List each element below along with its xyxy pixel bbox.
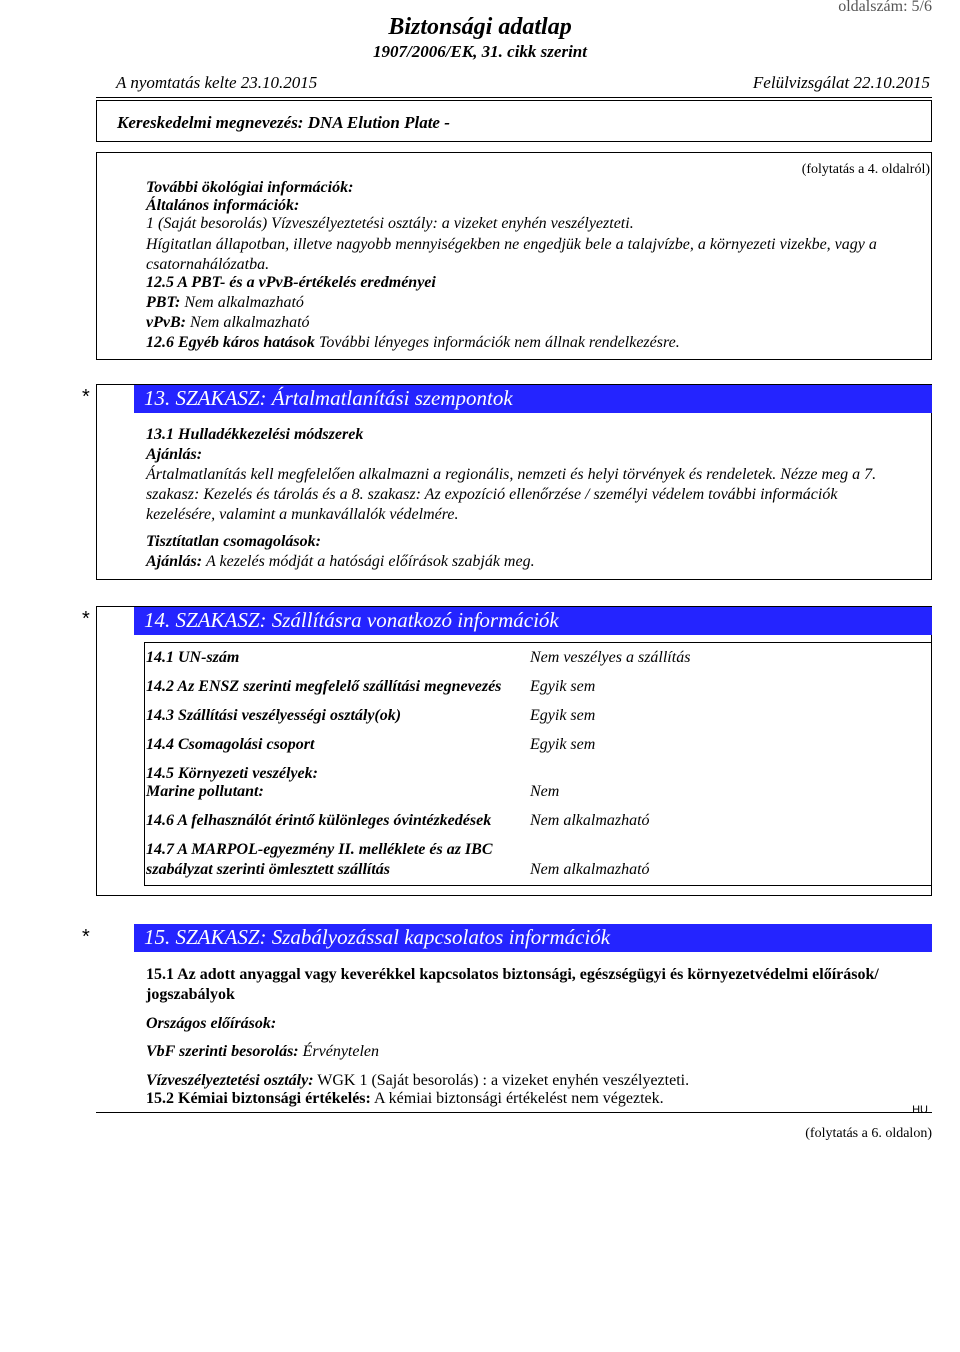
marine-pollutant-value: Nem — [530, 783, 560, 800]
undiluted-text-2: csatornahálózatba. — [146, 256, 270, 273]
pbt-label: PBT: — [146, 294, 181, 311]
vbf-label: VbF szerinti besorolás: — [146, 1043, 299, 1060]
trade-name: Kereskedelmi megnevezés: DNA Elution Plate - — [117, 113, 450, 132]
shipping-name-label: 14.2 Az ENSZ szerinti megfelelő szállítási megnevezés — [146, 678, 502, 695]
disposal-text-3: kezelésére, valamint a munkavállalók védelmére. — [146, 506, 459, 523]
water-hazard-value: WGK 1 (Saját besorolás) : a vizeket enyhén veszélyezteti. — [317, 1072, 690, 1089]
disposal-text-2: szakasz: Kezelés és tárolás és a 8. szakasz: Az expozíció ellenőrzése / személyi védelem további információk — [146, 486, 838, 503]
further-eco-heading: További ökológiai információk: — [146, 179, 354, 196]
user-precautions-value: Nem alkalmazható — [530, 812, 650, 829]
pbt-heading: 12.5 A PBT- és a vPvB-értékelés eredményei — [146, 274, 436, 291]
vpvb-row — [146, 313, 310, 333]
uncleaned-value: A kezelés módját a hatósági előírások szabják meg. — [206, 553, 535, 570]
header-divider — [96, 97, 932, 98]
marpol-value: Nem alkalmazható — [530, 861, 650, 878]
national-regs-heading: Országos előírások: — [146, 1015, 277, 1032]
undiluted-text-1: Hígitatlan állapotban, illetve nagyobb mennyiségekben ne engedjük bele a talajvízbe, a környezeti vizekbe, vagy a — [146, 236, 877, 253]
changed-marker-14: * — [82, 608, 90, 630]
marpol-label-2: szabályzat szerinti ömlesztett szállítás — [146, 861, 391, 878]
document-title: Biztonsági adatlap — [388, 14, 572, 40]
shipping-name-value: Egyik sem — [530, 678, 596, 695]
uncleaned-row — [146, 552, 535, 572]
env-hazards-label: 14.5 Környezeti veszélyek: — [146, 765, 318, 782]
section-13-header — [134, 385, 932, 413]
vbf-value: Érvénytelen — [302, 1043, 380, 1060]
wgk-text: 1 (Saját besorolás) Vízveszélyeztetési osztály: a vizeket enyhén veszélyezteti. — [146, 215, 634, 232]
section-15-header — [134, 924, 932, 952]
water-hazard-label: Vízveszélyeztetési osztály: — [146, 1072, 314, 1089]
trade-name-box — [96, 100, 932, 142]
vbf-row — [146, 1042, 379, 1062]
vpvb-value: Nem alkalmazható — [189, 314, 310, 331]
recommendation-heading: Ajánlás: — [146, 446, 203, 463]
other-effects-row — [146, 333, 680, 353]
pbt-row — [146, 293, 304, 313]
marine-pollutant-label: Marine pollutant: — [146, 783, 264, 800]
section-13-title: 13. SZAKASZ: Ártalmatlanítási szempontok — [144, 386, 513, 410]
hazard-class-value: Egyik sem — [530, 707, 596, 724]
regulations-heading-1: 15.1 Az adott anyaggal vagy keverékkel kapcsolatos biztonsági, egészségügyi és környezetvédelmi előírások/ — [146, 966, 879, 983]
changed-marker-15: * — [82, 926, 90, 948]
hazard-class-label: 14.3 Szállítási veszélyességi osztály(ok) — [146, 707, 402, 724]
page-number: oldalszám: 5/6 — [838, 0, 932, 15]
uncleaned-heading: Tisztítatlan csomagolások: — [146, 533, 321, 550]
vpvb-label: vPvB: — [146, 314, 186, 331]
chem-safety-label: 15.2 Kémiai biztonsági értékelés: — [146, 1090, 371, 1107]
print-date: A nyomtatás kelte 23.10.2015 — [116, 73, 318, 92]
section-14-title: 14. SZAKASZ: Szállításra vonatkozó információk — [144, 608, 559, 632]
user-precautions-label: 14.6 A felhasználót érintő különleges óvintézkedések — [146, 812, 492, 829]
language-code: HU — [912, 1104, 928, 1116]
water-hazard-row — [146, 1071, 689, 1091]
section-15-title: 15. SZAKASZ: Szabályozással kapcsolatos információk — [144, 925, 611, 949]
chem-safety-value: A kémiai biztonsági értékelést nem végeztek. — [373, 1090, 664, 1107]
un-number-value: Nem veszélyes a szállítás — [530, 649, 691, 666]
section-14-header — [134, 607, 932, 635]
revision-date: Felülvizsgálat 22.10.2015 — [752, 73, 930, 92]
other-effects-value: További lényeges információk nem állnak rendelkezésre. — [318, 334, 680, 351]
other-effects-label: 12.6 Egyéb káros hatások — [146, 334, 315, 351]
pbt-value: Nem alkalmazható — [184, 294, 304, 311]
packing-group-value: Egyik sem — [530, 736, 596, 753]
continued-from-note: (folytatás a 4. oldalról) — [801, 162, 930, 177]
packing-group-label: 14.4 Csomagolási csoport — [146, 736, 315, 753]
footer-divider — [96, 1112, 932, 1113]
chem-safety-row — [146, 1089, 664, 1109]
waste-methods-heading: 13.1 Hulladékkezelési módszerek — [146, 426, 364, 443]
general-info-heading: Általános információk: — [146, 197, 300, 214]
disposal-text-1: Ártalmatlanítás kell megfelelően alkalmazni a regionális, nemzeti és helyi törvények és rendeletek. Nézze meg a 7. — [146, 466, 877, 483]
un-number-label: 14.1 UN-szám — [146, 649, 240, 666]
marpol-label-1: 14.7 A MARPOL-egyezmény II. melléklete és az IBC — [146, 841, 493, 858]
regulations-heading-2: jogszabályok — [146, 986, 235, 1003]
document-subtitle: 1907/2006/EK, 31. cikk szerint — [373, 42, 587, 61]
changed-marker-13: * — [82, 386, 90, 408]
uncleaned-label: Ajánlás: — [146, 553, 203, 570]
continued-on-note: (folytatás a 6. oldalon) — [805, 1126, 932, 1141]
